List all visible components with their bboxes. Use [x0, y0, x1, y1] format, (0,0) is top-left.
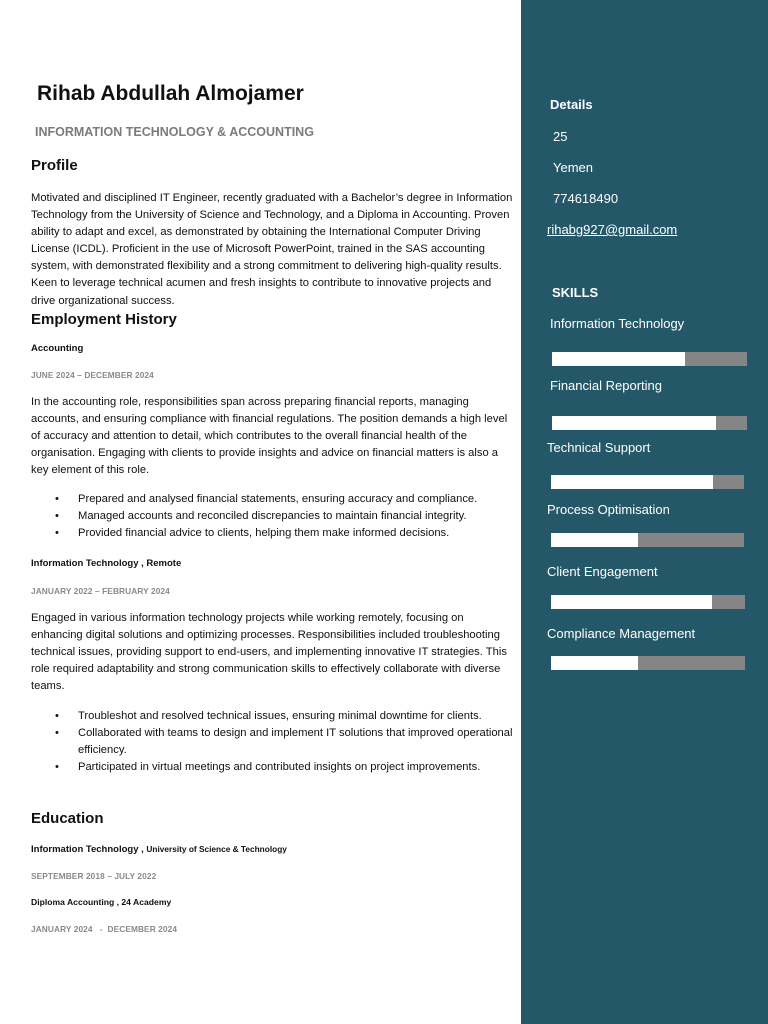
- bullet-icon: •: [55, 761, 59, 774]
- email-link[interactable]: rihabg927@gmail.com: [547, 222, 678, 237]
- list-item: • Managed accounts and reconciled discrepancies to maintain financial integrity.: [31, 508, 513, 525]
- skill-bar: [552, 416, 747, 430]
- job-description: In the accounting role, responsibilities span across preparing financial reports, managing accounts, and ensuring compliance with financial regulations. The position demands a high level of accuracy and attention to detail, which contributes to the overall financial health of the organisation. Engaging with clients to provide insights and advice on financial matters is also a key element of this role.: [31, 396, 508, 477]
- skill-bar-fill: [551, 533, 638, 547]
- candidate-name: Rihab Abdullah Almojamer: [37, 82, 304, 105]
- list-item: • Troubleshot and resolved technical issues, ensuring minimal downtime for clients.: [31, 708, 513, 725]
- skill-bar: [551, 475, 744, 489]
- skill-bar: [551, 533, 744, 547]
- skill-label: Client Engagement: [547, 564, 658, 579]
- education-heading: Education: [31, 810, 104, 827]
- job-date: JANUARY 2022 – FEBRUARY 2024: [31, 586, 170, 596]
- skill-bar-fill: [551, 595, 712, 609]
- job-bullet-list: [31, 708, 513, 776]
- skill-label: Technical Support: [547, 440, 651, 455]
- skill-bar: [552, 352, 747, 366]
- skills-heading: SKILLS: [552, 285, 599, 300]
- list-item: • Provided financial advice to clients, helping them make informed decisions.: [31, 525, 513, 542]
- employment-heading: Employment History: [31, 311, 177, 328]
- job-date: JUNE 2024 – DECEMBER 2024: [31, 370, 154, 380]
- education-date: SEPTEMBER 2018 – JULY 2022: [31, 871, 157, 881]
- skill-bar: [551, 656, 745, 670]
- skill-label: Process Optimisation: [547, 502, 670, 517]
- education-school: University of Science & Technology: [146, 844, 287, 854]
- detail-country: Yemen: [553, 160, 593, 175]
- detail-age: 25: [553, 129, 568, 144]
- bullet-icon: •: [55, 510, 59, 523]
- job-title: Information Technology , Remote: [31, 558, 182, 569]
- bullet-icon: •: [55, 710, 59, 722]
- profile-heading: Profile: [31, 157, 78, 174]
- education-date: JANUARY 2024 - DECEMBER 2024: [31, 924, 178, 934]
- skill-label: Financial Reporting: [550, 378, 663, 393]
- bullet-icon: •: [55, 527, 59, 540]
- job-description: Engaged in various information technology projects while working remotely, focusing on enhancing digital solutions and optimizing processes. Responsibilities included troubleshooting technical issues, providing support to end-users, and implementing innovative IT strategies. This role required adaptability and strong communication skills to effectively collaborate with diverse teams.: [31, 612, 507, 693]
- bullet-icon: •: [55, 493, 59, 505]
- profile-text: Motivated and disciplined IT Engineer, recently graduated with a Bachelor’s degree in Information Technology from the University of Science and Technology, and a Diploma in Accounting. Proven ability to adapt and excel, as demonstrated by obtaining the International Computer Driving License (ICDL). Proficient in the use of Microsoft PowerPoint, trained in the SAS accounting system, with demonstrated flexibility and a strong commitment to delivering high-quality results. Keen to leverage technical acumen and fresh insights to contribute to innovative projects and drive organizational success.: [31, 192, 513, 307]
- job-bullet-list: [31, 491, 513, 542]
- skill-label: Compliance Management: [547, 626, 696, 641]
- education-degree: Diploma Accounting , 24 Academy: [31, 897, 172, 907]
- list-item: • Participated in virtual meetings and contributed insights on project improvements.: [31, 759, 513, 776]
- details-heading: Details: [550, 97, 593, 112]
- skill-bar-fill: [552, 352, 685, 366]
- bullet-icon: •: [55, 727, 59, 740]
- list-item: • Collaborated with teams to design and implement IT solutions that improved operational efficiency.: [55, 727, 513, 757]
- list-item: • Prepared and analysed financial statements, ensuring accuracy and compliance.: [31, 491, 513, 508]
- skill-bar-fill: [552, 416, 716, 430]
- skill-bar-fill: [551, 656, 638, 670]
- education-degree: Information Technology , University of Science & Technology: [31, 844, 287, 855]
- skill-bar: [551, 595, 745, 609]
- skill-label: Information Technology: [550, 316, 685, 331]
- detail-phone: 774618490: [553, 191, 619, 206]
- candidate-title: INFORMATION TECHNOLOGY & ACCOUNTING: [35, 125, 314, 139]
- sidebar: [521, 0, 768, 1024]
- skill-bar-fill: [551, 475, 713, 489]
- job-title: Accounting: [31, 343, 84, 354]
